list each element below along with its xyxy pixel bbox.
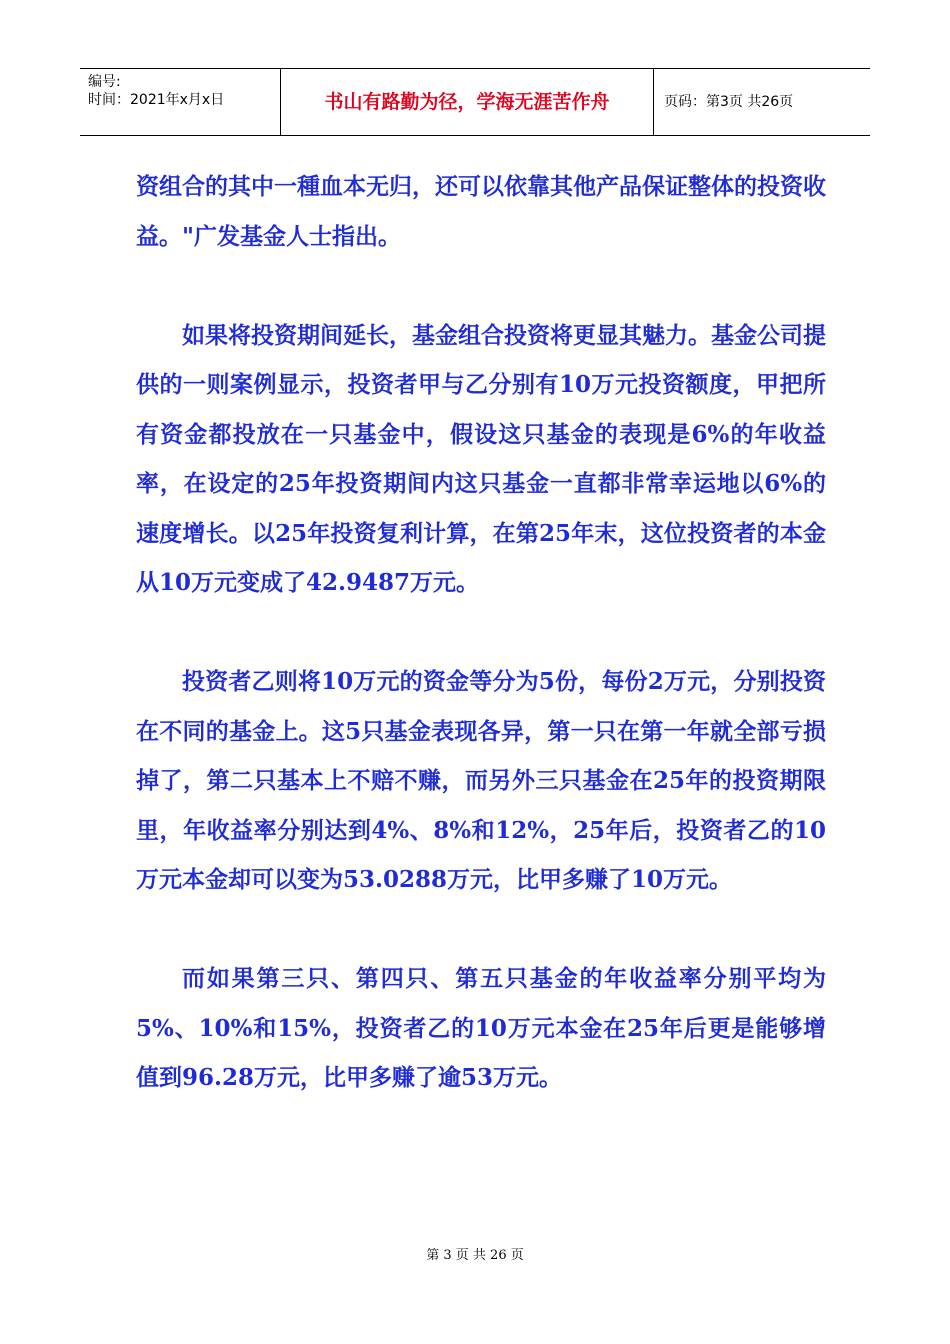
page-footer: 第 3 页 共 26 页 [426,1248,524,1263]
paragraph-2: 如果将投资期间延长，基金组合投资将更显其魅力。基金公司提供的一则案例显示，投资者甲与乙分别有10万元投资额度，甲把所有资金都投放在一只基金中，假设这只基金的表现是6%的年收益率，在设定的25年投资期间内这只基金一直都非常幸运地以6%的速度增长。以25年投资复利计算，在第25年末，这位投资者的本金从10万元变成了42.9487万元。 [136,321,826,596]
paragraph-1: 资组合的其中一種血本无归，还可以依靠其他产品保证整体的投资收益。"广发基金人士指出。 [136,173,826,250]
paragraph-4: 而如果第三只、第四只、第五只基金的年收益率分别平均为5%、10%和15%，投资者乙的10万元本金在25年后更是能够增值到96.28万元，比甲多赚了逾53万元。 [136,965,826,1091]
paragraph-spacer [136,261,826,311]
paragraph-spacer [136,608,826,658]
paragraph-3: 投资者乙则将10万元的资金等分为5份，每份2万元，分别投资在不同的基金上。这5只基金表现各异，第一只在第一年就全部亏损掉了，第二只基本上不赔不赚，而另外三只基金在25年的投资期限里，年收益率分别达到4%、8%和12%，25年后，投资者乙的10万元本金却可以变为53.0288万元，比甲多赚了10万元。 [136,668,826,893]
time-label: 时间：2021年x月x日 [88,92,225,108]
page-header [80,68,870,136]
header-meta-cell [80,69,281,135]
paragraph-spacer [136,905,826,955]
header-page-label: 页码：第3页 共26页 [664,94,794,110]
document-body [136,162,826,1103]
number-label: 编号: [88,74,121,90]
header-motto: 书山有路勤为径，学海无涯苦作舟 [281,69,654,135]
